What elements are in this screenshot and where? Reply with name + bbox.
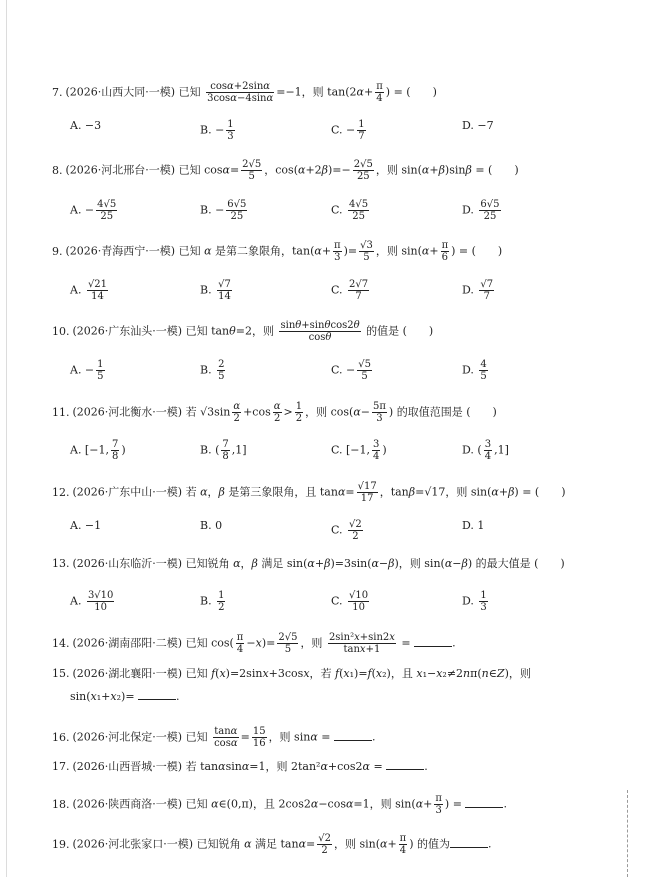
question-18: 18. (2026·陕西商洛·一模) 已知 α∈(0,π)，且 2cos2α−cosα=1，则 sin(α+ $\frac{\pi}{3}$ ) = . [52,793,507,816]
option-c: C. [−1, $\frac{3}{4}$ ) [331,439,387,462]
option-b: B. − $\frac{1}{3}$ [200,119,234,142]
answer-blank[interactable] [414,637,452,647]
option-d: D. $\frac{1}{3}$ [462,590,487,613]
option-a: A. − $\frac{1}{5}$ [70,359,104,382]
option-a: A. −3 [70,119,102,132]
answer-blank[interactable] [334,731,372,741]
option-c: C. $\frac{4√5}{25}$ [331,199,369,222]
option-c: C. − $\frac{√5}{5}$ [331,359,371,382]
page-left-edge [6,0,7,877]
question-11: 11. (2026·河北衡水·一模) 若 √3sin $\frac{\alpha}{2}$ +cos $\frac{\alpha}{2}$ > $\frac{1}{2}$ ，则 cos(α− $\frac{5\pi}{3}$ ) 的取值范围是 ( ) [52,401,497,424]
option-d: D. $\frac{4}{5}$ [462,359,487,382]
answer-blank[interactable] [386,760,424,770]
option-a: A. − $\frac{4√5}{25}$ [70,199,117,222]
question-17: 17. (2026·山西晋城·一模) 若 tanαsinα=1，则 2tan²α+cos2α = . [52,760,428,773]
option-d: D. 1 [462,519,485,532]
option-d: D. ( $\frac{3}{4}$ ,1] [462,439,509,462]
question-15-cont: sin(x₁+x₂)= . [70,690,180,703]
option-b: B. 0 [200,519,223,532]
option-b: B. ( $\frac{7}{8}$ ,1] [200,439,247,462]
question-13: 13. (2026·山东临沂·一模) 已知锐角 α，β 满足 sin(α+β)=3sin(α−β)，则 sin(α−β) 的最大值是 ( ) [52,557,565,570]
answer-blank[interactable] [138,690,176,700]
option-a: A. [−1, $\frac{7}{8}$ ) [70,439,126,462]
option-c: C. $\frac{2√7}{7}$ [331,279,369,302]
option-c: C. $\frac{√2}{2}$ [331,519,362,542]
option-c: C. $\frac{√10}{10}$ [331,590,369,613]
question-16: 16. (2026·河北保定·一模) 已知 $\frac{\tan\alpha}{\cos\alpha}$ = $\frac{15}{16}$ ，则 sinα = . [52,726,376,749]
answer-blank[interactable] [450,838,488,848]
option-c: C. − $\frac{1}{7}$ [331,119,365,142]
option-d: D. $\frac{√7}{7}$ [462,279,494,302]
question-8: 8. (2026·河北邢台·一模) 已知 cosα= $\frac{2√5}{5}$ ，cos(α+2β)=− $\frac{2√5}{25}$ ，则 sin(α+β)sinβ = ( ) [52,159,519,182]
option-d: D. $\frac{6√5}{25}$ [462,199,500,222]
option-b: B. $\frac{1}{2}$ [200,590,225,613]
answer-blank[interactable] [465,798,503,808]
question-12: 12. (2026·广东中山·一模) 若 α，β 是第三象限角，且 tanα= $\frac{√17}{17}$ ，tanβ=√17，则 sin(α+β) = ( ) [52,481,566,504]
question-15: 15. (2026·湖北襄阳·一模) 已知 f(x)=2sinx+3cosx，若 f(x₁)=f(x₂)，且 x₁−x₂≠2nπ(n∈Z)，则 [52,667,531,680]
option-a: A. −1 [70,519,102,532]
question-7: 7. (2026·山西大同·一模) 已知 $\frac{\cos\alpha+2\sin\alpha}{3\cos\alpha-4\sin\alpha}$ =−1，则 tan(2α+ $\frac{\pi}{4}$ ) = ( ) [52,81,437,104]
option-b: B. − $\frac{6√5}{25}$ [200,199,247,222]
question-14: 14. (2026·湖南邵阳·二模) 已知 cos( $\frac{\pi}{4}$ −x)= $\frac{2√5}{5}$ ，则 $\frac{\text{2sin²x+sin2x}}{\tan x+1}$ = . [52,632,456,655]
option-a: A. $\frac{√21}{14}$ [70,279,108,302]
option-d: D. −7 [462,119,494,132]
option-a: A. $\frac{3√10}{10}$ [70,590,114,613]
question-19: 19. (2026·河北张家口·一模) 已知锐角 α 满足 tanα= $\frac{√2}{2}$ ，则 sin(α+ $\frac{\pi}{4}$ ) 的值为 . [52,833,492,856]
question-9: 9. (2026·青海西宁·一模) 已知 α 是第二象限角，tan(α+ $\frac{\pi}{3}$ )= $\frac{√3}{5}$ ，则 sin(α+ $\frac{\pi}{6}$ ) = ( ) [52,240,503,263]
option-b: B. $\frac{2}{5}$ [200,359,225,382]
question-10: 10. (2026·广东汕头·一模) 已知 tanθ=2，则 $\frac{\sin\theta+\sin\theta\cos 2\theta}{\cos\theta}$ 的值是 ( ) [52,320,434,343]
option-b: B. $\frac{√7}{14}$ [200,279,231,302]
